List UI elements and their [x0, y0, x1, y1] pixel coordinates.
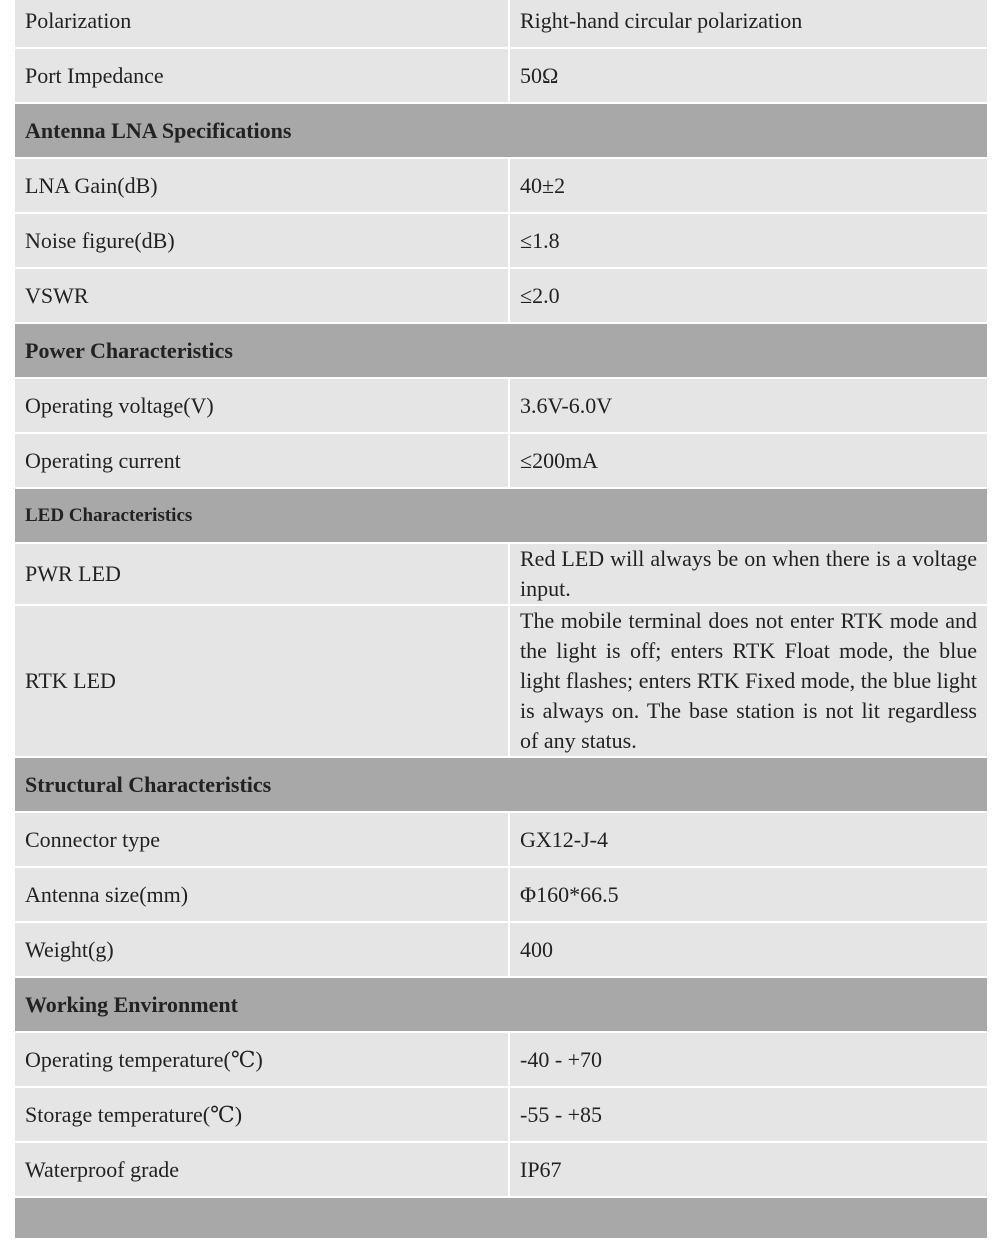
spec-label: Waterproof grade	[14, 1142, 509, 1197]
section-title: LED Characteristics	[14, 488, 988, 543]
spec-value: GX12-J-4	[509, 812, 988, 867]
spec-value: -40 - +70	[509, 1032, 988, 1087]
section-title: Power Characteristics	[14, 323, 988, 378]
spec-label: RTK LED	[14, 605, 509, 757]
spec-label: Storage temperature(℃)	[14, 1087, 509, 1142]
section-title: Structural Characteristics	[14, 757, 988, 812]
spec-table	[13, 0, 989, 1240]
table-row	[14, 543, 988, 605]
table-row	[14, 48, 988, 103]
spec-value: The mobile terminal does not enter RTK mode and the light is off; enters RTK Float mode, the blue light flashes; enters RTK Fixed mode, the blue light is always on. The base station is not lit regardless of any status.	[509, 605, 988, 757]
table-row	[14, 158, 988, 213]
section-title-empty	[14, 1197, 988, 1239]
table-row	[14, 433, 988, 488]
section-header-antenna-lna	[14, 103, 988, 158]
section-header-led	[14, 488, 988, 543]
spec-label: Operating temperature(℃)	[14, 1032, 509, 1087]
spec-label: PWR LED	[14, 543, 509, 605]
section-header-working-environment	[14, 977, 988, 1032]
spec-value: -55 - +85	[509, 1087, 988, 1142]
spec-value: 400	[509, 922, 988, 977]
table-row	[14, 605, 988, 757]
spec-value: 50Ω	[509, 48, 988, 103]
table-row	[14, 378, 988, 433]
table-row	[14, 867, 988, 922]
section-header-power	[14, 323, 988, 378]
table-row	[14, 922, 988, 977]
section-header-structural	[14, 757, 988, 812]
spec-value: Φ160*66.5	[509, 867, 988, 922]
table-row	[14, 0, 988, 48]
table-row	[14, 1032, 988, 1087]
table-row	[14, 213, 988, 268]
spec-label: Polarization	[14, 0, 509, 48]
spec-label: Operating voltage(V)	[14, 378, 509, 433]
spec-label: Weight(g)	[14, 922, 509, 977]
spec-value: ≤2.0	[509, 268, 988, 323]
section-title: Antenna LNA Specifications	[14, 103, 988, 158]
spec-value: ≤1.8	[509, 213, 988, 268]
section-title: Working Environment	[14, 977, 988, 1032]
table-row	[14, 1142, 988, 1197]
spec-value: Red LED will always be on when there is a voltage input.	[509, 543, 988, 605]
spec-label: Port Impedance	[14, 48, 509, 103]
spec-label: LNA Gain(dB)	[14, 158, 509, 213]
table-row	[14, 1087, 988, 1142]
spec-label: VSWR	[14, 268, 509, 323]
spec-value: ≤200mA	[509, 433, 988, 488]
spec-value: Right-hand circular polarization	[509, 0, 988, 48]
spec-label: Operating current	[14, 433, 509, 488]
spec-value: 40±2	[509, 158, 988, 213]
spec-value: 3.6V-6.0V	[509, 378, 988, 433]
spec-label: Connector type	[14, 812, 509, 867]
spec-value: IP67	[509, 1142, 988, 1197]
table-row	[14, 268, 988, 323]
table-row	[14, 812, 988, 867]
spec-label: Noise figure(dB)	[14, 213, 509, 268]
section-header-cut-off	[14, 1197, 988, 1239]
spec-label: Antenna size(mm)	[14, 867, 509, 922]
